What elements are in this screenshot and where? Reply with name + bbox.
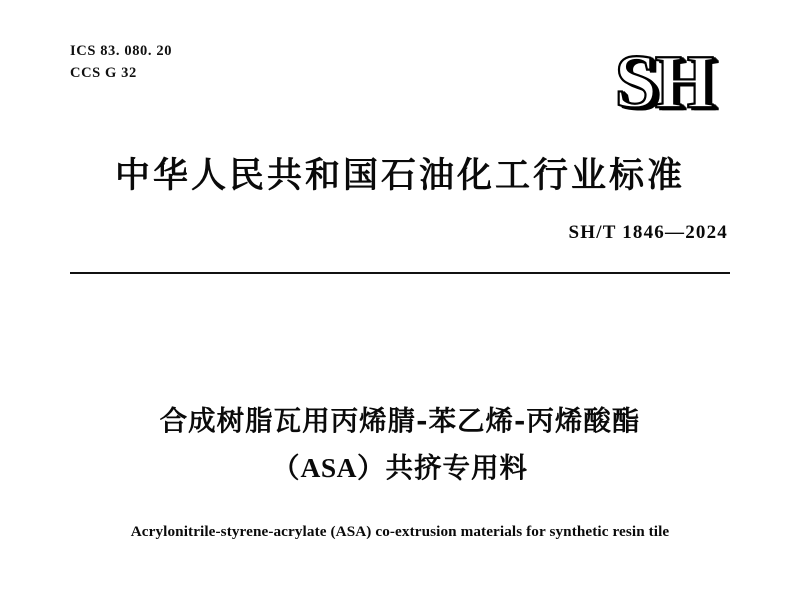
document-title-cn-line-2 xyxy=(60,447,740,490)
document-title-en: Acrylonitrile-styrene-acrylate (ASA) co-extrusion materials for synthetic resin tile xyxy=(130,523,670,540)
organization-title: 中华人民共和国石油化工行业标准 xyxy=(114,155,685,196)
document-title-cn xyxy=(60,400,740,489)
classification-codes xyxy=(70,40,172,85)
horizontal-divider xyxy=(70,272,730,274)
sh-logo: SH xyxy=(614,40,712,124)
ics-code: ICS 83. 080. 20 xyxy=(70,43,173,59)
ccs-code: CCS G 32 xyxy=(70,65,137,82)
paren-open: （ xyxy=(271,451,301,484)
document-title-cn-line-1: 合成树脂瓦用丙烯腈-苯乙烯-丙烯酸酯 xyxy=(159,405,641,437)
paren-close-and-rest: ）共挤专用料 xyxy=(357,451,528,484)
asa-abbreviation: ASA xyxy=(300,451,357,483)
standard-number: SH/T 1846—2024 xyxy=(568,222,728,243)
